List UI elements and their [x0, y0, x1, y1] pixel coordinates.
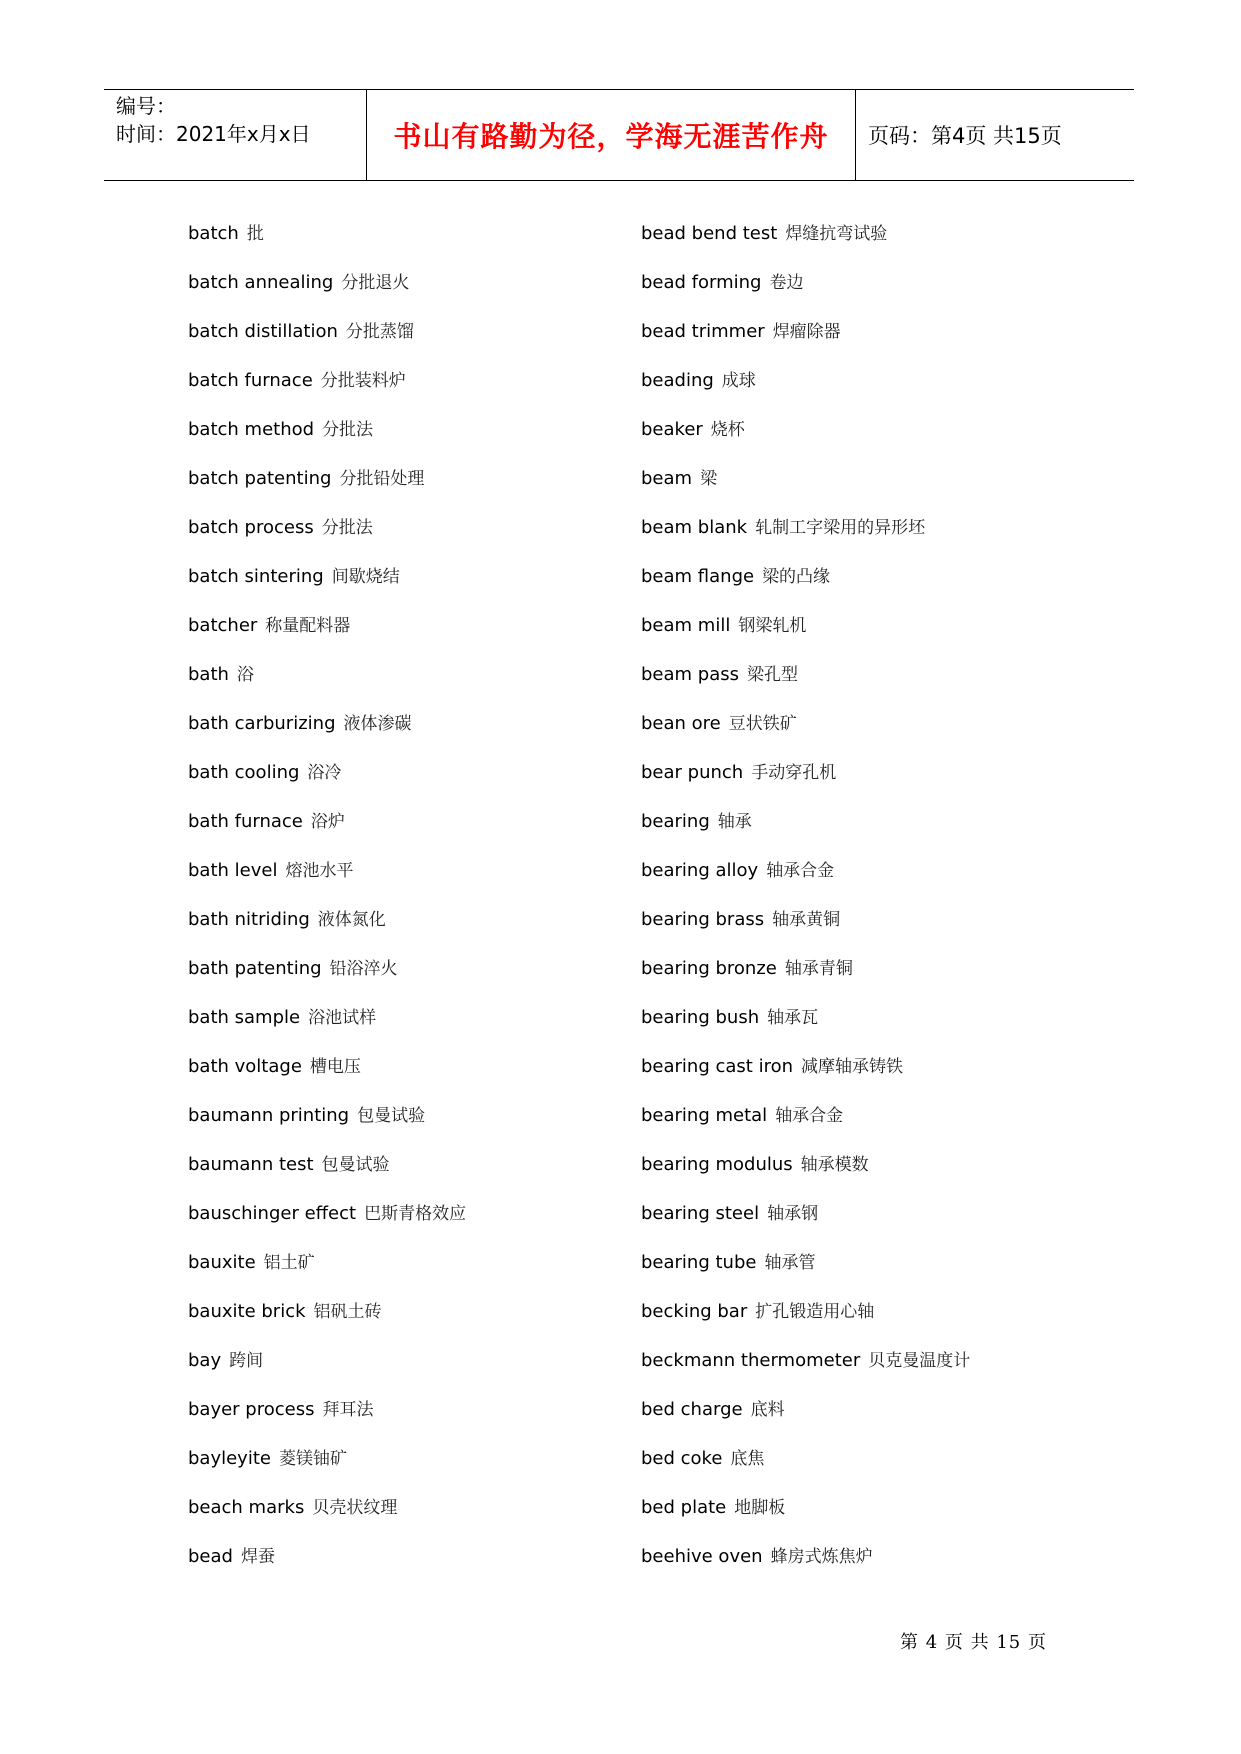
glossary-translation: 钢梁轧机	[738, 616, 807, 636]
glossary-term: batch furnace	[188, 370, 313, 391]
glossary-entry	[641, 1492, 970, 1541]
glossary-entry	[641, 267, 970, 316]
glossary-translation: 焊蚕	[240, 1547, 275, 1567]
glossary-translation: 梁	[700, 469, 718, 489]
glossary-term: batch distillation	[188, 321, 338, 342]
header-page-info: 页码：第4页 共15页	[868, 124, 1062, 148]
glossary-entry	[188, 1394, 466, 1443]
glossary-entry	[188, 1149, 466, 1198]
glossary-term: bath level	[188, 860, 278, 881]
glossary-entry	[641, 414, 970, 463]
glossary-term: beaker	[641, 419, 703, 440]
glossary-term: bearing steel	[641, 1203, 760, 1224]
glossary-term: bath voltage	[188, 1056, 302, 1077]
glossary-translation: 轴承青铜	[784, 959, 853, 979]
glossary-entry	[188, 1100, 466, 1149]
glossary-translation: 间歇烧结	[331, 567, 400, 587]
glossary-translation: 分批铅处理	[339, 469, 425, 489]
glossary-term: bed charge	[641, 1399, 743, 1420]
glossary-entry	[641, 316, 970, 365]
glossary-entry	[188, 953, 466, 1002]
glossary-term: becking bar	[641, 1301, 748, 1322]
glossary-translation: 底焦	[730, 1449, 765, 1469]
glossary-translation: 铅浴淬火	[329, 959, 398, 979]
glossary-entry	[641, 463, 970, 512]
glossary-translation: 成球	[721, 371, 756, 391]
glossary-translation: 浴冷	[307, 763, 342, 783]
glossary-entry	[641, 904, 970, 953]
glossary-translation: 底料	[750, 1400, 785, 1420]
glossary-term: batch annealing	[188, 272, 334, 293]
glossary-entry	[188, 904, 466, 953]
glossary-term: bath carburizing	[188, 713, 336, 734]
glossary-translation: 批	[246, 224, 264, 244]
glossary-translation: 槽电压	[309, 1057, 361, 1077]
glossary-translation: 熔池水平	[285, 861, 354, 881]
glossary-translation: 分批装料炉	[320, 371, 406, 391]
date-label: 时间：2021年x月x日	[116, 122, 311, 146]
glossary-translation: 浴	[236, 665, 254, 685]
glossary-translation: 液体渗碳	[343, 714, 412, 734]
glossary-term: beam blank	[641, 517, 748, 538]
glossary-translation: 梁孔型	[747, 665, 798, 685]
glossary-term: bath	[188, 664, 229, 685]
glossary-entry	[188, 1051, 466, 1100]
glossary-translation: 轴承模数	[800, 1155, 869, 1175]
glossary-term: bath patenting	[188, 958, 322, 979]
glossary-entry	[641, 1149, 970, 1198]
glossary-entry	[188, 610, 466, 659]
glossary-term: bath nitriding	[188, 909, 310, 930]
glossary-entry	[188, 1345, 466, 1394]
glossary-translation: 轴承瓦	[767, 1008, 819, 1028]
glossary-translation: 减摩轴承铸铁	[801, 1057, 903, 1077]
glossary-term: bearing alloy	[641, 860, 759, 881]
glossary-term: bead trimmer	[641, 321, 765, 342]
glossary-column-left	[188, 218, 466, 1590]
glossary-translation: 包曼试验	[321, 1155, 390, 1175]
glossary-term: bauxite brick	[188, 1301, 306, 1322]
glossary-translation: 轴承管	[764, 1253, 816, 1273]
glossary-term: baumann test	[188, 1154, 314, 1175]
glossary-translation: 分批蒸馏	[345, 322, 414, 342]
glossary-entry	[188, 1002, 466, 1051]
glossary-entry	[641, 1345, 970, 1394]
glossary-term: batch method	[188, 419, 315, 440]
glossary-entry	[641, 855, 970, 904]
glossary-entry	[641, 1198, 970, 1247]
glossary-entry	[188, 316, 466, 365]
glossary-translation: 烧杯	[710, 420, 745, 440]
glossary-entry	[188, 708, 466, 757]
page-footer: 第 4 页 共 15 页	[900, 1632, 1047, 1653]
glossary-translation: 铝矾土砖	[313, 1302, 382, 1322]
glossary-term: bath furnace	[188, 811, 303, 832]
glossary-term: bearing tube	[641, 1252, 757, 1273]
glossary-translation: 贝壳状纹理	[312, 1498, 398, 1518]
glossary-entry	[641, 610, 970, 659]
glossary-translation: 梁的凸缘	[762, 567, 831, 587]
glossary-term: batch patenting	[188, 468, 332, 489]
glossary-entry	[641, 1443, 970, 1492]
glossary-term: bay	[188, 1350, 222, 1371]
glossary-term: bed coke	[641, 1448, 723, 1469]
glossary-entry	[188, 1541, 466, 1590]
glossary-translation: 轴承	[717, 812, 752, 832]
glossary-term: bearing modulus	[641, 1154, 793, 1175]
glossary-translation: 轴承钢	[767, 1204, 819, 1224]
glossary-term: bayer process	[188, 1399, 315, 1420]
glossary-translation: 液体氮化	[317, 910, 386, 930]
glossary-term: batch sintering	[188, 566, 324, 587]
glossary-term: bauschinger effect	[188, 1203, 357, 1224]
glossary-term: beading	[641, 370, 714, 391]
glossary-term: beam	[641, 468, 693, 489]
glossary-translation: 菱镁铀矿	[278, 1449, 347, 1469]
glossary-term: bed plate	[641, 1497, 727, 1518]
glossary-term: beam flange	[641, 566, 755, 587]
glossary-translation: 轧制工字梁用的异形坯	[755, 518, 926, 538]
page-header	[104, 89, 1134, 181]
glossary-term: bearing bush	[641, 1007, 760, 1028]
glossary-term: beehive oven	[641, 1546, 763, 1567]
glossary-term: bath cooling	[188, 762, 300, 783]
glossary-entry	[641, 1002, 970, 1051]
glossary-translation: 轴承合金	[775, 1106, 844, 1126]
glossary-translation: 蜂房式炼焦炉	[770, 1547, 873, 1567]
glossary-entry	[188, 757, 466, 806]
glossary-entry	[188, 414, 466, 463]
glossary-entry	[641, 1394, 970, 1443]
glossary-entry	[641, 659, 970, 708]
glossary-entry	[188, 365, 466, 414]
glossary-entry	[188, 463, 466, 512]
glossary-entry	[188, 267, 466, 316]
glossary-translation: 称量配料器	[265, 616, 351, 636]
glossary-entry	[188, 512, 466, 561]
glossary-translation: 手动穿孔机	[751, 763, 837, 783]
glossary-translation: 跨间	[229, 1351, 264, 1371]
glossary-entry	[188, 1296, 466, 1345]
glossary-term: bead bend test	[641, 223, 778, 244]
glossary-entry	[188, 1443, 466, 1492]
glossary-entry	[641, 365, 970, 414]
glossary-translation: 巴斯青格效应	[364, 1204, 467, 1224]
glossary-term: beam pass	[641, 664, 739, 685]
serial-number-label: 编号：	[116, 94, 176, 118]
glossary-translation: 浴池试样	[308, 1008, 377, 1028]
glossary-term: bear punch	[641, 762, 744, 783]
glossary-translation: 贝克曼温度计	[868, 1351, 971, 1371]
glossary-entry	[641, 806, 970, 855]
glossary-translation: 轴承黄铜	[772, 910, 841, 930]
glossary-term: bead forming	[641, 272, 762, 293]
glossary-term: bearing brass	[641, 909, 765, 930]
glossary-term: bayleyite	[188, 1448, 271, 1469]
glossary-term: beam mill	[641, 615, 731, 636]
glossary-translation: 轴承合金	[766, 861, 835, 881]
glossary-term: bauxite	[188, 1252, 256, 1273]
glossary-translation: 浴炉	[310, 812, 345, 832]
glossary-entry	[188, 561, 466, 610]
glossary-entry	[188, 659, 466, 708]
glossary-entry	[641, 512, 970, 561]
header-meta	[116, 92, 311, 148]
glossary-translation: 拜耳法	[322, 1400, 374, 1420]
glossary-term: batch	[188, 223, 239, 244]
glossary-term: bead	[188, 1546, 233, 1567]
glossary-entry	[641, 561, 970, 610]
glossary-entry	[641, 1100, 970, 1149]
glossary-term: beckmann thermometer	[641, 1350, 861, 1371]
glossary-translation: 豆状铁矿	[728, 714, 797, 734]
glossary-translation: 焊缝抗弯试验	[785, 224, 888, 244]
glossary-entry	[188, 806, 466, 855]
glossary-entry	[188, 1492, 466, 1541]
glossary-entry	[641, 757, 970, 806]
glossary-term: beach marks	[188, 1497, 305, 1518]
glossary-entry	[188, 1247, 466, 1296]
glossary-entry	[641, 708, 970, 757]
glossary-entry	[641, 1247, 970, 1296]
glossary-entry	[188, 855, 466, 904]
glossary-translation: 铝土矿	[263, 1253, 315, 1273]
glossary-translation: 扩孔锻造用心轴	[755, 1302, 875, 1322]
glossary-translation: 分批法	[322, 420, 374, 440]
glossary-entry	[641, 1296, 970, 1345]
glossary-translation: 分批法	[321, 518, 373, 538]
glossary-term: bearing bronze	[641, 958, 777, 979]
glossary-term: bath sample	[188, 1007, 301, 1028]
glossary-translation: 分批退火	[341, 273, 410, 293]
glossary-entry	[188, 218, 466, 267]
glossary-translation: 地脚板	[734, 1498, 786, 1518]
glossary-term: batch process	[188, 517, 314, 538]
motto-title: 书山有路勤为径，学海无涯苦作舟	[366, 90, 856, 180]
glossary-entry	[188, 1198, 466, 1247]
glossary-column-right	[641, 218, 970, 1590]
glossary-translation: 焊瘤除器	[772, 322, 841, 342]
glossary-entry	[641, 218, 970, 267]
glossary-term: baumann printing	[188, 1105, 350, 1126]
glossary-term: bearing metal	[641, 1105, 768, 1126]
glossary-translation: 卷边	[769, 273, 804, 293]
glossary-translation: 包曼试验	[357, 1106, 426, 1126]
glossary-term: batcher	[188, 615, 258, 636]
glossary-term: bearing cast iron	[641, 1056, 793, 1077]
glossary-entry	[641, 1051, 970, 1100]
glossary-term: bearing	[641, 811, 710, 832]
glossary-entry	[641, 953, 970, 1002]
glossary-term: bean ore	[641, 713, 721, 734]
glossary-entry	[641, 1541, 970, 1590]
